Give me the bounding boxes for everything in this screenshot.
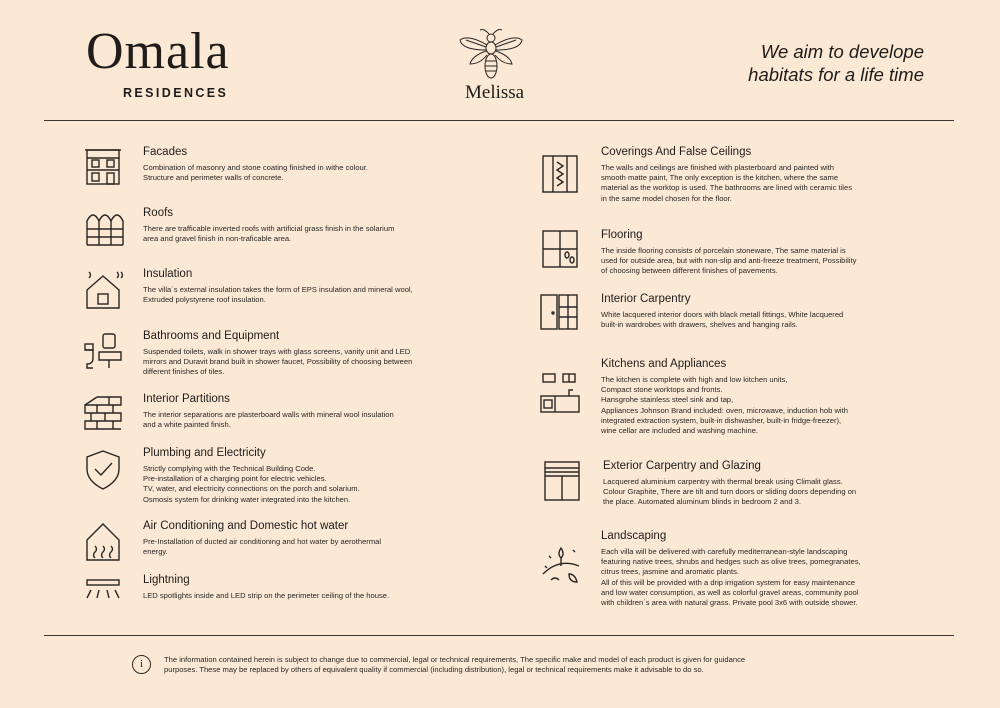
desc-line: area and gravel finish in non-traficable area. xyxy=(143,234,292,244)
spec-description xyxy=(143,224,394,244)
desc-line: Pre-Installation of ducted air conditioning and hot water by aerothermal xyxy=(143,537,382,546)
desc-line: of choosing between different finishes of pavements. xyxy=(601,266,778,276)
desc-line: built-in wardrobes with drawers, shelves and hanging rails. xyxy=(601,320,798,330)
spec-title: Flooring xyxy=(601,229,643,241)
spec-description xyxy=(143,464,360,505)
footer-divider xyxy=(44,635,954,636)
desc-line: The inside flooring consists of porcelain stoneware, The same material is xyxy=(601,246,846,255)
desc-line: Hansgrohe stainless steel sink and tap, xyxy=(601,395,734,405)
bee-icon xyxy=(458,28,524,84)
tagline xyxy=(748,40,924,86)
facade-icon xyxy=(83,146,127,190)
desc-line: Combination of masonry and stone coating finished in withe colour. xyxy=(143,163,368,172)
header-divider xyxy=(44,120,954,121)
spec-description xyxy=(601,310,843,330)
window-blind-icon xyxy=(541,460,585,504)
insulated-house-icon xyxy=(83,268,127,312)
desc-line: citrus trees, jasmine and aromatic plants. xyxy=(601,567,740,577)
heating-house-icon xyxy=(83,520,127,564)
kitchen-icon xyxy=(539,372,583,416)
desc-line: White lacquered interior doors with black metall fittings, White lacquered xyxy=(601,310,844,319)
desc-line: material as the worktop is used. The bathrooms are lined with ceramic tiles xyxy=(601,183,852,193)
spec-description xyxy=(143,591,389,601)
spec-title: Plumbing and Electricity xyxy=(143,447,266,459)
tagline-line-2: habitats for a life time xyxy=(748,64,924,85)
desc-line: the place. Automated aluminum blinds in bedroom 2 and 3. xyxy=(603,497,801,507)
spec-description xyxy=(143,163,368,183)
spec-title: Interior Carpentry xyxy=(601,293,691,305)
desc-line: The walls and ceilings are finished with plasterboard and painted with xyxy=(601,163,835,172)
spec-title: Exterior Carpentry and Glazing xyxy=(603,460,761,472)
disclaimer xyxy=(164,655,745,676)
desc-line: Suspended toilets, walk in shower trays with glass screens, vanity unit and LED xyxy=(143,347,411,356)
desc-line: mirrors and Duravit brand built in shower faucet, Possibility of choosing between xyxy=(143,357,413,367)
residences-label: RESIDENCES xyxy=(123,86,229,100)
spec-description xyxy=(143,285,413,305)
desc-line: energy. xyxy=(143,547,168,557)
desc-line: The villa´s external insulation takes the form of EPS insulation and mineral wool, xyxy=(143,285,413,294)
roof-tiles-icon xyxy=(83,207,127,251)
landscaping-icon xyxy=(539,544,583,588)
project-name: Melissa xyxy=(465,82,525,103)
desc-line: Structure and perimeter walls of concrete. xyxy=(143,173,284,183)
desc-line: integrated extraction system, built-in dishwasher, built-in fridge-freezer), xyxy=(601,415,842,425)
desc-line: Appliances Johnson Brand included: oven, microwave, induction hob with xyxy=(601,405,848,415)
desc-line: Compact stone worktops and fronts. xyxy=(601,385,723,395)
spec-title: Interior Partitions xyxy=(143,393,230,405)
tagline-line-1: We aim to develope xyxy=(760,41,924,62)
desc-line: different finishes of tiles. xyxy=(143,367,225,377)
desc-line: wine cellar are included and washing machine. xyxy=(601,426,759,436)
desc-line: and low water consumption, as well as colorful gravel areas, community pool xyxy=(601,587,859,597)
spec-title: Landscaping xyxy=(601,530,667,542)
desc-line: smooth matte paint, The only exception is the kitchen, where the same xyxy=(601,173,839,183)
spec-description xyxy=(601,547,861,608)
brick-wall-icon xyxy=(83,393,127,437)
spec-title: Bathrooms and Equipment xyxy=(143,330,280,342)
bathroom-icon xyxy=(83,330,127,374)
desc-line: used for outside area, but with non-slip and anti-freeze treatment, Possibility xyxy=(601,256,857,266)
disclaimer-line: The information contained herein is subject to change due to commercial, legal or technical requirements, The specific make and model of each product is given for guidance xyxy=(164,655,746,664)
desc-line: The kitchen is complete with high and low kitchen units, xyxy=(601,375,788,384)
spec-title: Roofs xyxy=(143,207,174,219)
desc-line: Strictly complying with the Technical Building Code. xyxy=(143,464,316,473)
spec-description xyxy=(601,375,848,436)
desc-line: The interior separations are plasterboard walls with mineral wool insulation xyxy=(143,410,394,419)
disclaimer-line: purposes. These may be replaced by others of equivalent quality if commercial (including distribution), legal or technical requirements make it advisable to do so. xyxy=(164,665,704,675)
desc-line: TV, water, and electricity connections on the porch and solarium. xyxy=(143,484,360,494)
shield-check-icon xyxy=(83,447,127,491)
desc-line: LED spotlights inside and LED strip on the perimeter ceiling of the house. xyxy=(143,591,390,600)
desc-line: with children´s area with natural grass. Private pool 3x6 with outside shower. xyxy=(601,598,858,608)
info-icon: i xyxy=(132,655,151,674)
spec-description xyxy=(601,163,852,204)
spec-title: Air Conditioning and Domestic hot water xyxy=(143,520,349,532)
desc-line: Osmosis system for drinking water integrated into the kitchen. xyxy=(143,494,351,504)
desc-line: and a white painted finish. xyxy=(143,420,231,430)
desc-line: Extruded polystyrene roof insulation. xyxy=(143,295,266,305)
desc-line: There are trafficable inverted roofs with artificial grass finish in the solarium xyxy=(143,224,395,233)
desc-line: in the same model chosen for the floor. xyxy=(601,193,732,203)
spec-description xyxy=(601,246,856,277)
wardrobe-icon xyxy=(539,293,583,337)
desc-line: Each villa will be delivered with carefully mediterranean-style landscaping xyxy=(601,547,848,556)
spec-title: Kitchens and Appliances xyxy=(601,358,727,370)
spec-title: Lightning xyxy=(143,574,190,586)
desc-line: All of this will be provided with a drip irrigation system for easy maintenance xyxy=(601,577,856,587)
omala-logo: Omala xyxy=(86,23,230,80)
floor-tiles-icon xyxy=(539,229,583,273)
desc-line: Colour Graphite, There are tilt and turn doors or sliding doors depending on xyxy=(603,487,857,497)
led-strip-icon xyxy=(83,574,127,618)
spec-description xyxy=(603,477,856,508)
spec-title: Insulation xyxy=(143,268,193,280)
spec-description xyxy=(143,410,394,430)
spec-title: Coverings And False Ceilings xyxy=(601,146,752,158)
desc-line: Pre-installation of a charging point for electric vehicles. xyxy=(143,474,327,484)
wall-covering-icon xyxy=(539,154,583,198)
spec-description xyxy=(143,347,412,378)
desc-line: featuring native trees, shrubs and hedges such as olive trees, pomegranates, xyxy=(601,557,861,567)
spec-description xyxy=(143,537,381,557)
desc-line: Lacquered aluminium carpentry with thermal break using Climalit glass. xyxy=(603,477,843,486)
spec-title: Facades xyxy=(143,146,188,158)
